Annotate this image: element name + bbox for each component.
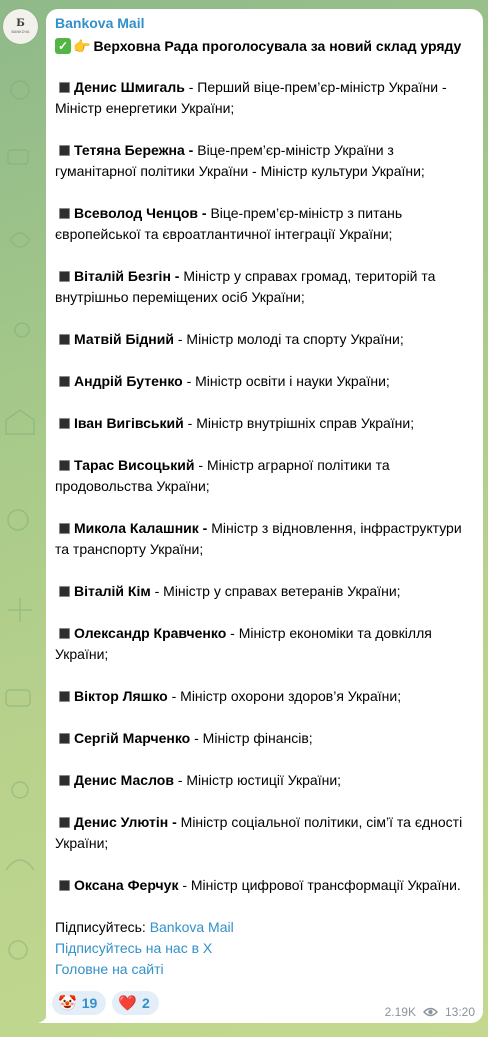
black-square-icon <box>59 733 70 744</box>
minister-name: Микола Калашник - <box>74 520 208 536</box>
minister-name: Іван Вигівський <box>74 415 184 431</box>
site-link[interactable]: Головне на сайті <box>55 961 164 977</box>
minister-role: - Міністр охорони здоров’я України; <box>167 688 402 704</box>
minister-role: Віце-прем’єр-міністр з питань європейської та євроатлантичної інтеграції України; <box>55 205 403 242</box>
post-footer-links <box>55 917 474 980</box>
minister-name: Тарас Висоцький <box>74 457 195 473</box>
minister-name: Денис Шмигаль <box>74 79 185 95</box>
minister-entry <box>55 140 474 182</box>
black-square-icon <box>59 418 70 429</box>
minister-role: Міністр соціальної політики, сім’ї та єдності України; <box>55 814 463 851</box>
minister-entry <box>55 770 474 791</box>
reaction-button[interactable] <box>52 991 106 1015</box>
minister-role: - Міністр економіки та довкілля України; <box>55 625 432 662</box>
minister-name: Тетяна Бережна - <box>74 142 194 158</box>
minister-name: Віктор Ляшко <box>74 688 168 704</box>
minister-entry <box>55 686 474 707</box>
minister-name: Андрій Бутенко <box>74 373 183 389</box>
minister-role: - Міністр юстиції України; <box>173 772 342 788</box>
minister-entry <box>55 329 474 350</box>
minister-role: Віце-прем’єр-міністр України з гуманітарної політики України - Міністр культури України; <box>55 142 425 179</box>
black-square-icon <box>59 334 70 345</box>
minister-role: - Перший віце-прем’єр-міністр України - Міністр енергетики України; <box>55 79 447 116</box>
minister-name: Віталій Безгін - <box>74 268 180 284</box>
subscribe-line <box>55 917 474 938</box>
minister-name: Денис Улютін - <box>74 814 177 830</box>
check-mark-icon: ✓ <box>55 38 71 54</box>
reactions-bar <box>52 991 159 1015</box>
channel-name[interactable]: Bankova Mail <box>55 15 145 31</box>
reaction-count: 19 <box>81 995 98 1011</box>
message-meta <box>385 1005 475 1019</box>
reaction-button[interactable] <box>112 991 158 1015</box>
avatar-logo: Б <box>16 18 25 29</box>
eye-icon <box>423 1007 438 1017</box>
minister-name: Денис Маслов <box>74 772 174 788</box>
reaction-emoji-icon: ❤️ <box>118 995 137 1012</box>
black-square-icon <box>59 145 70 156</box>
view-count: 2.19K <box>384 1005 416 1019</box>
subscribe-channel-link[interactable]: Bankova Mail <box>149 919 234 935</box>
minister-role: - Міністр молоді та спорту України; <box>173 331 404 347</box>
minister-name: Віталій Кім <box>74 583 151 599</box>
reaction-emoji-icon: 🤡 <box>58 995 77 1012</box>
black-square-icon <box>59 271 70 282</box>
minister-list <box>55 77 474 896</box>
black-square-icon <box>59 376 70 387</box>
minister-name: Сергій Марченко <box>74 730 191 746</box>
black-square-icon <box>59 628 70 639</box>
black-square-icon <box>59 775 70 786</box>
black-square-icon <box>59 817 70 828</box>
minister-role: Міністр у справах громад, територій та внутрішньо переміщених осіб України; <box>55 268 436 305</box>
subscribe-x-link[interactable]: Підписуйтесь на нас в Х <box>55 940 213 956</box>
minister-role: - Міністр фінансів; <box>190 730 313 746</box>
black-square-icon <box>59 208 70 219</box>
minister-entry <box>55 728 474 749</box>
minister-name: Олександр Кравченко <box>74 625 227 641</box>
minister-role: - Міністр аграрної політики та продовольства України; <box>55 457 390 494</box>
minister-entry <box>55 455 474 497</box>
minister-entry <box>55 518 474 560</box>
minister-role: - Міністр внутрішніх справ України; <box>183 415 415 431</box>
minister-name: Оксана Ферчук <box>74 877 179 893</box>
avatar-logo-sub: BANKOVA <box>11 30 30 34</box>
minister-entry <box>55 77 474 119</box>
minister-entry <box>55 812 474 854</box>
minister-name: Матвій Бідний <box>74 331 174 347</box>
black-square-icon <box>59 523 70 534</box>
minister-role: - Міністр у справах ветеранів України; <box>150 583 401 599</box>
minister-role: - Міністр освіти і науки України; <box>182 373 390 389</box>
black-square-icon <box>59 82 70 93</box>
subscribe-prefix: Підписуйтесь: <box>55 919 150 935</box>
minister-entry <box>55 371 474 392</box>
minister-entry <box>55 581 474 602</box>
minister-role: Міністр з відновлення, інфраструктури та транспорту України; <box>55 520 462 557</box>
message-bubble <box>46 9 483 1023</box>
message-time: 13:20 <box>444 1005 475 1019</box>
minister-entry <box>55 875 474 896</box>
minister-entry <box>55 266 474 308</box>
minister-name: Всеволод Ченцов - <box>74 205 207 221</box>
reaction-count: 2 <box>141 995 150 1011</box>
black-square-icon <box>59 586 70 597</box>
black-square-icon <box>59 880 70 891</box>
minister-entry <box>55 623 474 665</box>
minister-role: - Міністр цифрової трансформації України. <box>178 877 461 893</box>
minister-entry <box>55 203 474 245</box>
headline-text: Верховна Рада проголосувала за новий склад уряду <box>93 38 462 54</box>
black-square-icon <box>59 460 70 471</box>
minister-entry <box>55 413 474 434</box>
channel-avatar[interactable] <box>3 9 38 44</box>
post-headline <box>55 36 474 56</box>
pointing-hand-icon: 👉 <box>73 38 91 54</box>
black-square-icon <box>59 691 70 702</box>
